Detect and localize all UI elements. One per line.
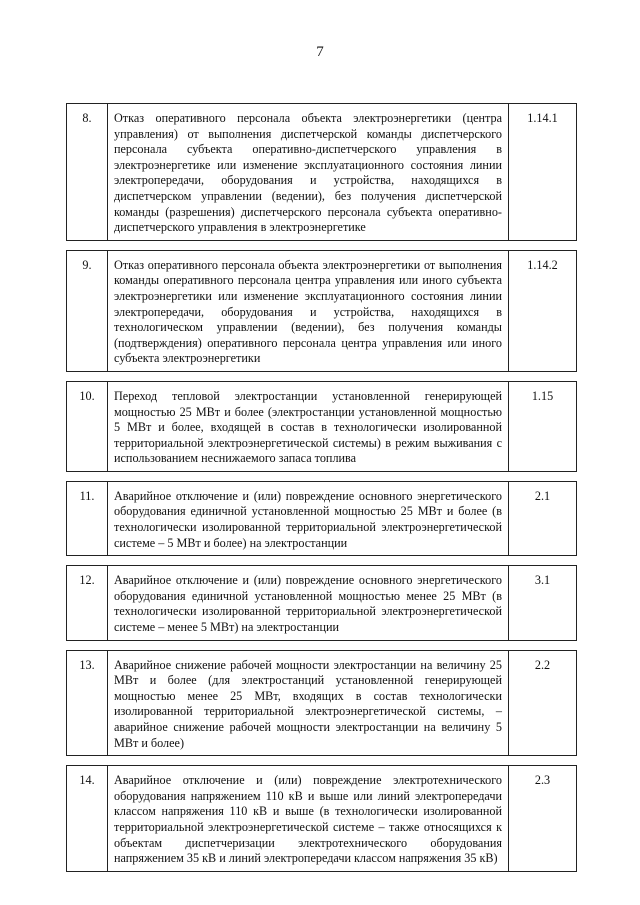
table-row: [67, 481, 577, 555]
table-row: [67, 566, 577, 640]
row-code: 1.14.1: [509, 104, 577, 241]
table-row: [67, 766, 577, 872]
row-code: 1.14.2: [509, 250, 577, 371]
table-row: [67, 250, 577, 371]
row-spacer: [67, 756, 577, 766]
row-code: 3.1: [509, 566, 577, 640]
table-row: [67, 650, 577, 756]
row-description: Аварийное снижение рабочей мощности электростанции на величину 25 МВт и более (для электростанций установленной генерирующей мощностью менее 25 МВт, входящих в состав технологически изолированной территориальной электроэнергетической системы, – аварийное снижение рабочей мощности электростанции на величину 5 МВт и более): [108, 650, 509, 756]
events-table: [66, 103, 577, 872]
row-code: 2.2: [509, 650, 577, 756]
row-description: Аварийное отключение и (или) повреждение электротехнического оборудования напряжением 110 кВ и выше или линий электропередачи классом напряжения 110 кВ и выше (в технологически изолированной территориальной электроэнергетической системе – также относящихся к объектам диспетчеризации электротехнического оборудования напряжением 35 кВ и линий электропередачи классом напряжения 35 кВ): [108, 766, 509, 872]
page-number: 7: [316, 44, 324, 60]
row-number: 9.: [67, 250, 108, 371]
row-number: 10.: [67, 381, 108, 471]
row-number: 12.: [67, 566, 108, 640]
row-number: 13.: [67, 650, 108, 756]
row-code: 2.1: [509, 481, 577, 555]
row-code: 1.15: [509, 381, 577, 471]
row-number: 8.: [67, 104, 108, 241]
row-description: Отказ оперативного персонала объекта электроэнергетики от выполнения команды оперативного персонала центра управления или иного субъекта электроэнергетики или изменение эксплуатационного состояния линии электропередачи, оборудования и устройства, находящихся в технологическом управлении (ведении), без получения команды (подтверждения) оперативного персонала центра управления или иного субъекта электроэнергетики: [108, 250, 509, 371]
row-spacer: [67, 640, 577, 650]
row-number: 11.: [67, 481, 108, 555]
row-description: Переход тепловой электростанции установленной генерирующей мощностью 25 МВт и более (электростанции установленной мощностью 5 МВт и более, входящей в состав в технологически изолированной территориальной электроэнергетической системы) в режим выживания с использованием неснижаемого запаса топлива: [108, 381, 509, 471]
table-row: [67, 104, 577, 241]
row-description: Отказ оперативного персонала объекта электроэнергетики (центра управления) от выполнения диспетчерской команды диспетчерского персонала субъекта оперативно-диспетчерского управления в электроэнергетике или изменение эксплуатационного состояния линии электропередачи, оборудования и устройства, находящихся в диспетчерском управлении (ведении), без получения диспетчерской команды (разрешения) диспетчерского персонала субъекта оперативно-диспетчерского управления в электроэнергетике: [108, 104, 509, 241]
row-description: Аварийное отключение и (или) повреждение основного энергетического оборудования единичной установленной мощностью 25 МВт и более (в технологически изолированной территориальной электроэнергетической системе – 5 МВт и более) на электростанции: [108, 481, 509, 555]
row-number: 14.: [67, 766, 108, 872]
row-spacer: [67, 240, 577, 250]
row-spacer: [67, 371, 577, 381]
row-spacer: [67, 556, 577, 566]
table-row: [67, 381, 577, 471]
row-code: 2.3: [509, 766, 577, 872]
row-description: Аварийное отключение и (или) повреждение основного энергетического оборудования единичной установленной мощностью менее 25 МВт (в технологически изолированной территориальной электроэнергетической системе – менее 5 МВт) на электростанции: [108, 566, 509, 640]
row-spacer: [67, 471, 577, 481]
